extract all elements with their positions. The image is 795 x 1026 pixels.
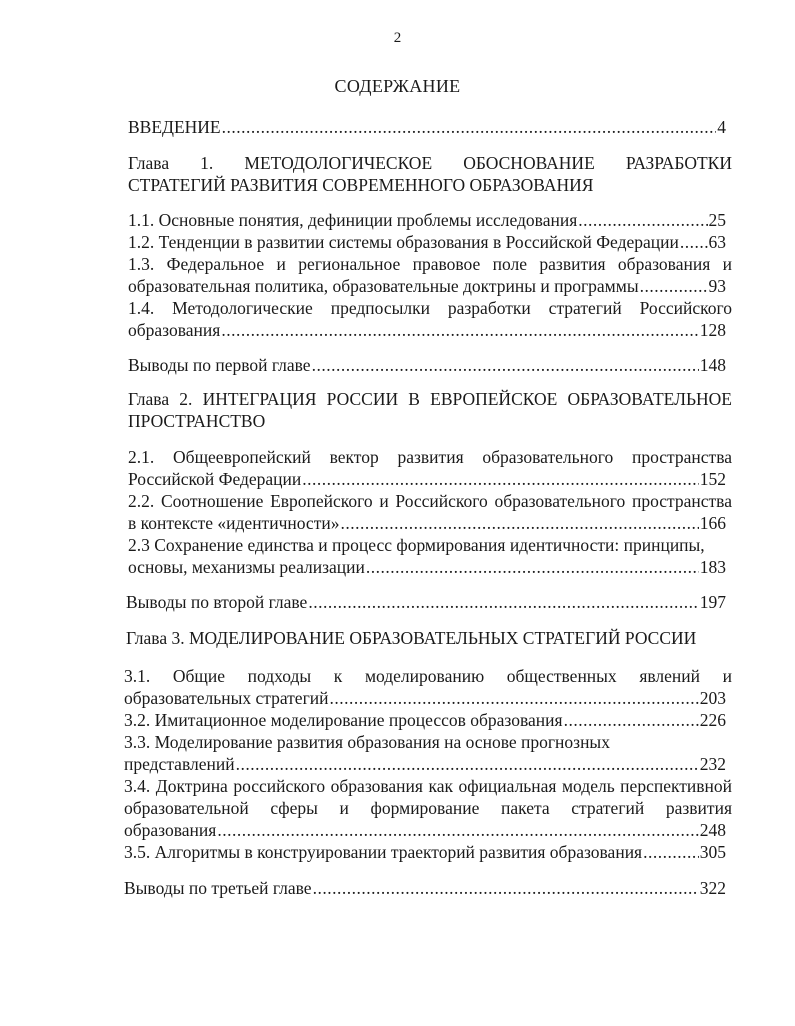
toc-entry-1-3-line2[interactable]: образовательная политика, образовательные доктрины и программы ..... 93 (128, 275, 726, 297)
dot-leader (221, 319, 698, 341)
toc-entry-3-3-line1[interactable]: 3.3. Моделирование развития образования на основе прогнозных (124, 732, 610, 752)
dot-leader (312, 354, 699, 376)
page-title: СОДЕРЖАНИЕ (334, 76, 461, 96)
dot-leader (366, 556, 699, 578)
toc-entry-1-4-line2[interactable]: образования ..... 128 (128, 319, 726, 341)
toc-entry-2-1-line1[interactable]: 2.1. Общеевропейский вектор развития образовательного пространства (128, 447, 732, 467)
dot-leader (217, 819, 698, 841)
page-number: 2 (393, 30, 402, 46)
toc-entry-chapter3-summary[interactable]: Выводы по третьей главе ..... 322 (124, 877, 726, 899)
toc-entry-1-2[interactable]: 1.2. Тенденции в развитии системы образования в Российской Федерации ..... 63 (128, 231, 726, 253)
toc-entry-introduction[interactable] (128, 116, 726, 138)
dot-leader (236, 753, 699, 775)
toc-entry-2-3-line1[interactable]: 2.3 Сохранение единства и процесс формирования идентичности: принципы, (128, 535, 705, 555)
toc-entry-2-2-line1[interactable]: 2.2. Соотношение Европейского и Российского образовательного пространства (128, 491, 732, 511)
toc-entry-2-2-line2[interactable]: в контексте «идентичности» ..... 166 (128, 512, 726, 534)
toc-entry-3-3-line2[interactable]: представлений ..... 232 (124, 753, 726, 775)
toc-entry-2-3-line2[interactable]: основы, механизмы реализации ..... 183 (128, 556, 726, 578)
toc-entry-1-1[interactable]: 1.1. Основные понятия, дефиниции проблемы исследования ..... 25 (128, 209, 726, 231)
toc-entry-3-1-line2[interactable]: образовательных стратегий ..... 203 (124, 687, 726, 709)
toc-entry-page: 4 (717, 117, 726, 137)
toc-entry-3-2[interactable]: 3.2. Имитационное моделирование процессов образования ..... 226 (124, 709, 726, 731)
toc-entry-3-4-line2[interactable]: образовательной сферы и формирование пакета стратегий развития (124, 798, 732, 818)
chapter3-heading[interactable]: Глава 3. МОДЕЛИРОВАНИЕ ОБРАЗОВАТЕЛЬНЫХ СТРАТЕГИЙ РОССИИ (126, 628, 697, 648)
toc-entry-label: ВВЕДЕНИЕ (128, 117, 221, 137)
dot-leader (564, 709, 699, 731)
toc-entry-3-4-line3[interactable]: образования ..... 248 (124, 819, 726, 841)
dot-leader (308, 591, 698, 613)
dot-leader (643, 841, 699, 863)
chapter2-heading-line2[interactable]: ПРОСТРАНСТВО (128, 411, 266, 431)
toc-entry-chapter2-summary[interactable]: Выводы по второй главе ..... 197 (126, 591, 726, 613)
toc-entry-3-5[interactable]: 3.5. Алгоритмы в конструировании траекторий развития образования ..... 305 (124, 841, 726, 863)
toc-entry-1-3-line1[interactable]: 1.3. Федеральное и региональное правовое поле развития образования и (128, 254, 732, 274)
dot-leader (340, 512, 698, 534)
chapter2-heading-line1[interactable]: Глава 2. ИНТЕГРАЦИЯ РОССИИ В ЕВРОПЕЙСКОЕ ОБРАЗОВАТЕЛЬНОЕ (128, 389, 732, 409)
toc-entry-2-1-line2[interactable]: Российской Федерации ..... 152 (128, 468, 726, 490)
chapter1-heading-line1[interactable]: Глава 1. МЕТОДОЛОГИЧЕСКОЕ ОБОСНОВАНИЕ РАЗРАБОТКИ (128, 153, 732, 173)
dot-leader (640, 275, 708, 297)
toc-entry-3-4-line1[interactable]: 3.4. Доктрина российского образования как официальная модель перспективной (124, 776, 732, 796)
dot-leader (313, 877, 699, 899)
dot-leader (329, 687, 698, 709)
dot-leader (578, 209, 707, 231)
toc-entry-1-4-line1[interactable]: 1.4. Методологические предпосылки разработки стратегий Российского (128, 298, 732, 318)
dot-leader (222, 116, 717, 138)
toc-entry-3-1-line1[interactable]: 3.1. Общие подходы к моделированию общественных явлений и (124, 666, 732, 686)
toc-entry-chapter1-summary[interactable]: Выводы по первой главе ..... 148 (128, 354, 726, 376)
dot-leader (302, 468, 698, 490)
dot-leader (680, 231, 708, 253)
chapter1-heading-line2[interactable]: СТРАТЕГИЙ РАЗВИТИЯ СОВРЕМЕННОГО ОБРАЗОВАНИЯ (128, 175, 594, 195)
